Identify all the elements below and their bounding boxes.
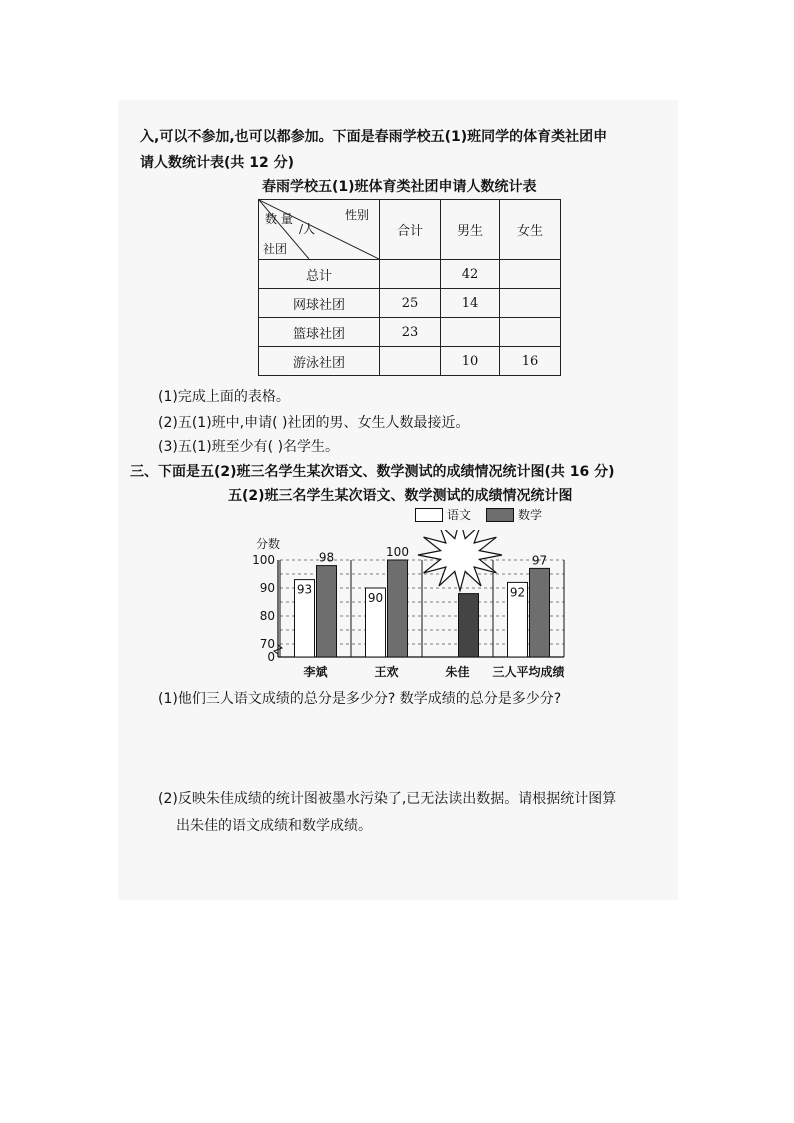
- cell-total: 25: [380, 289, 441, 318]
- question-3-2-line-1: (2)反映朱佳成绩的统计图被墨水污染了,已无法读出数据。请根据统计图算: [158, 791, 617, 807]
- bar-obscured: [459, 594, 479, 657]
- y-tick-label: 80: [259, 609, 275, 623]
- table-row: [259, 318, 561, 347]
- y-tick-label: 90: [259, 581, 275, 595]
- data-label-chinese: 92: [509, 585, 526, 600]
- header-total: 合计: [380, 200, 441, 260]
- table-row: [259, 347, 561, 376]
- cell-girls: [500, 260, 561, 289]
- corner-label-club: 社团: [263, 242, 288, 256]
- legend-label-math: 数学: [518, 508, 543, 522]
- table-header-row: [259, 200, 561, 260]
- cell-boys: 14: [441, 289, 500, 318]
- statistics-table: [258, 199, 561, 376]
- section-3-heading: 三、下面是五(2)班三名学生某次语文、数学测试的成绩情况统计图(共 16 分): [130, 464, 615, 480]
- data-label-chinese: 93: [296, 582, 313, 597]
- y-tick-label: 100: [252, 553, 275, 567]
- header-boys: 男生: [441, 200, 500, 260]
- cell-total: [380, 347, 441, 376]
- cell-boys: [441, 318, 500, 347]
- cell-total: 23: [380, 318, 441, 347]
- bar-chart: [250, 530, 590, 680]
- legend-label-chinese: 语文: [447, 508, 472, 522]
- row-label: 总计: [259, 260, 380, 289]
- cell-boys: 42: [441, 260, 500, 289]
- data-label-math: 97: [531, 553, 548, 568]
- cell-girls: [500, 289, 561, 318]
- cell-girls: 16: [500, 347, 561, 376]
- bar-math: [388, 560, 408, 657]
- header-girls: 女生: [500, 200, 561, 260]
- intro-line-2: 请人数统计表(共 12 分): [140, 155, 295, 171]
- cell-girls: [500, 318, 561, 347]
- x-tick-label: 三人平均成绩: [492, 665, 565, 679]
- row-label: 游泳社团: [259, 347, 380, 376]
- question-3-1: (1)他们三人语文成绩的总分是多少分? 数学成绩的总分是多少分?: [158, 691, 562, 707]
- corner-label-quantity: 数 量: [265, 212, 293, 226]
- y-tick-label: 0: [267, 650, 275, 664]
- row-label: 网球社团: [259, 289, 380, 318]
- cell-total: [380, 260, 441, 289]
- x-tick-label: 朱佳: [445, 665, 470, 679]
- bar-math: [317, 566, 337, 657]
- legend-swatch-chinese: [415, 508, 443, 522]
- x-tick-label: 王欢: [374, 665, 399, 679]
- corner-label-gender: 性别: [345, 208, 370, 222]
- question-2-2: (2)五(1)班中,申请( )社团的男、女生人数最接近。: [158, 415, 470, 431]
- table-row: [259, 260, 561, 289]
- row-label: 篮球社团: [259, 318, 380, 347]
- data-label-math: 100: [386, 545, 409, 559]
- bar-math: [530, 568, 550, 657]
- table-row: [259, 289, 561, 318]
- question-2-1: (1)完成上面的表格。: [158, 389, 290, 405]
- y-tick-label: 70: [259, 637, 275, 651]
- data-label-chinese: 90: [367, 591, 384, 605]
- chart-title: 五(2)班三名学生某次语文、数学测试的成绩情况统计图: [228, 488, 573, 504]
- y-axis-title: 分数: [256, 537, 281, 551]
- intro-line-1: 入,可以不参加,也可以都参加。下面是春雨学校五(1)班同学的体育类社团申: [140, 129, 608, 145]
- corner-label-unit: /人: [299, 222, 316, 236]
- question-3-2-line-2: 出朱佳的语文成绩和数学成绩。: [176, 818, 372, 834]
- question-2-3: (3)五(1)班至少有( )名学生。: [158, 439, 340, 455]
- data-label-math: 98: [318, 550, 335, 565]
- cell-boys: 10: [441, 347, 500, 376]
- table-corner-cell: [259, 200, 380, 260]
- legend-swatch-math: [486, 508, 514, 522]
- table-title: 春雨学校五(1)班体育类社团申请人数统计表: [262, 179, 537, 195]
- x-tick-label: 李斌: [303, 665, 328, 679]
